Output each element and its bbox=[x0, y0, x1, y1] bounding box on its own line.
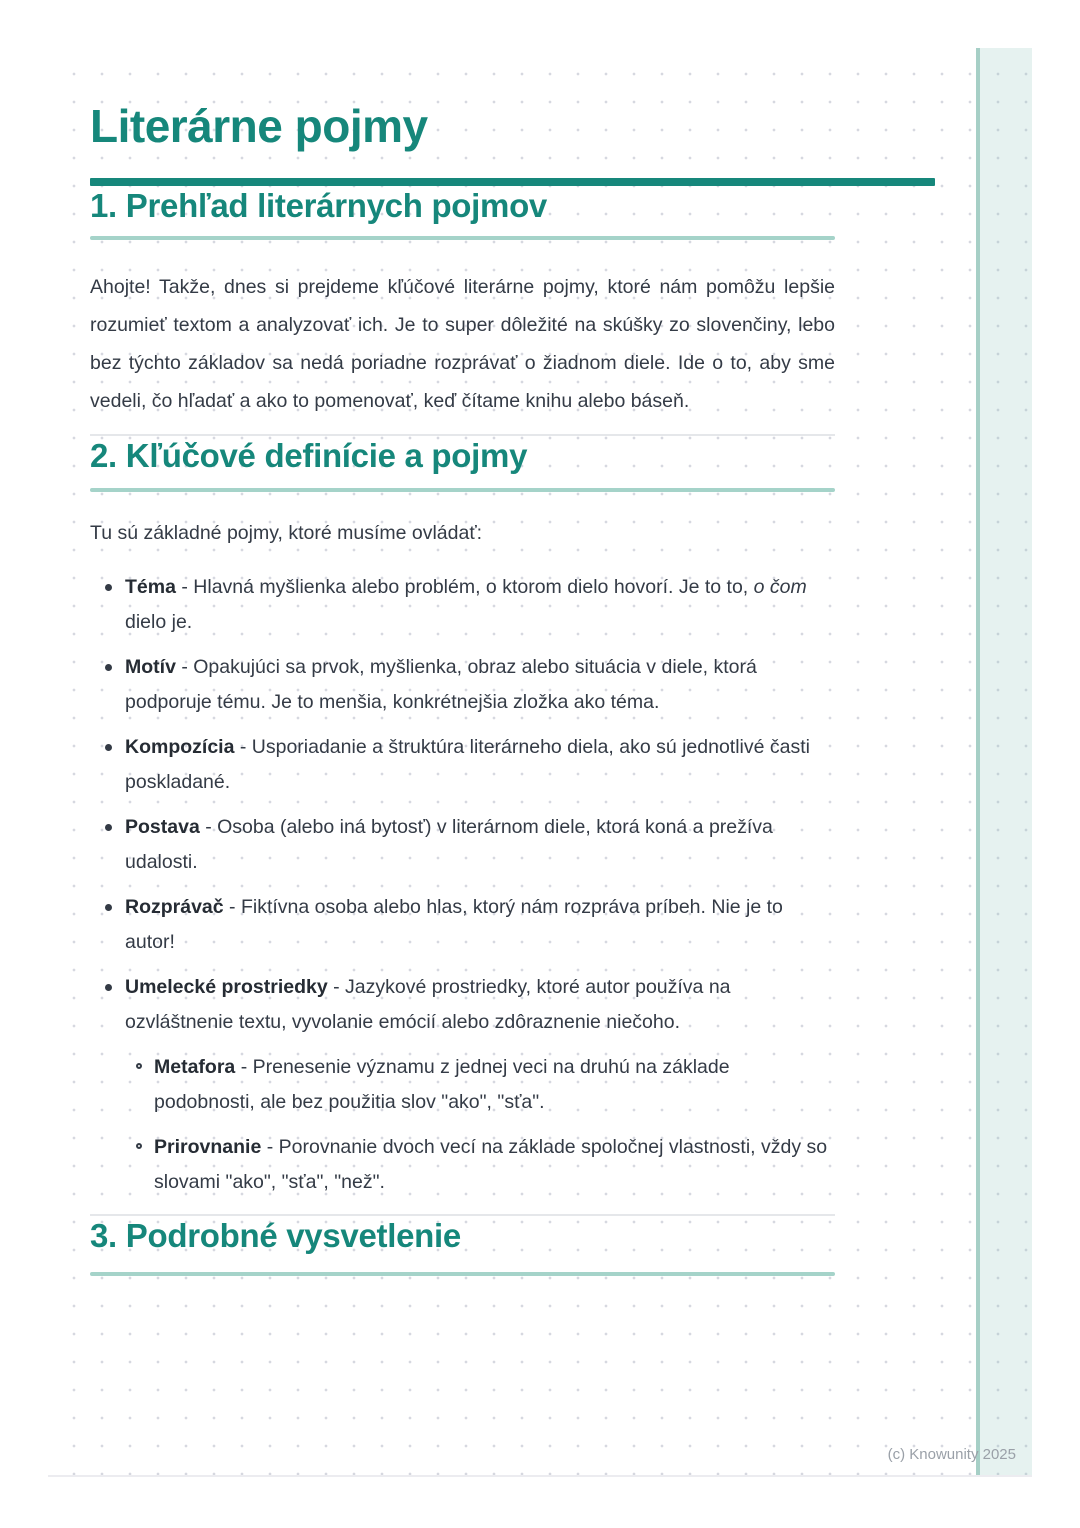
bullet-icon bbox=[105, 824, 112, 831]
list-item-text bbox=[125, 730, 835, 800]
sub-list-item-text bbox=[154, 1050, 835, 1120]
term-label: Postava bbox=[125, 816, 200, 838]
sub-term-list bbox=[90, 1050, 835, 1200]
list-intro: Tu sú základné pojmy, ktoré musíme ovládať: bbox=[90, 522, 483, 544]
bullet-icon bbox=[105, 664, 112, 671]
term-definition: - Prenesenie významu z jednej veci na druhú na základe podobnosti, ale bez použitia slov "ako", "sťa". bbox=[154, 1056, 730, 1113]
section-2-underline bbox=[90, 488, 835, 492]
term-label: Rozprávač bbox=[125, 896, 224, 918]
sub-list-item-text bbox=[154, 1130, 835, 1200]
section-1-paragraph: Ahojte! Takže, dnes si prejdeme kľúčové literárne pojmy, ktoré nám pomôžu lepšie rozumieť textom a analyzovať ich. Je to super dôležité na skúšky zo slovenčiny, lebo bez týchto základov sa nedá poriadne rozprávať o žiadnom diele. Ide o to, aby sme vedeli, čo hľadať a ako to pomenovať, keď čítame knihu alebo báseň. bbox=[90, 276, 835, 412]
section-3-underline bbox=[90, 1272, 835, 1276]
term-list bbox=[90, 570, 835, 1200]
list-item-text bbox=[125, 650, 835, 720]
section-1-underline bbox=[90, 236, 835, 240]
term-definition: - Jazykové prostriedky, ktoré autor používa na ozvláštnenie textu, vyvolanie emócií alebo zdôraznenie niečoho. bbox=[125, 976, 731, 1033]
term-label: Prirovnanie bbox=[154, 1136, 262, 1158]
term-definition: - Hlavná myšlienka alebo problém, o ktorom dielo hovorí. Je to to, bbox=[175, 576, 754, 598]
list-item bbox=[90, 970, 835, 1040]
term-label: Motív bbox=[125, 656, 176, 678]
list-item bbox=[90, 650, 835, 720]
page-content bbox=[90, 98, 835, 1276]
term-definition: - Usporiadanie a štruktúra literárneho diela, ako sú jednotlivé časti poskladané. bbox=[125, 736, 810, 793]
title-underline bbox=[90, 178, 935, 186]
term-definition: - Porovnanie dvoch vecí na základe spoločnej vlastnosti, vždy so slovami "ako", "sťa", "než". bbox=[154, 1136, 828, 1193]
list-item-text bbox=[125, 810, 835, 880]
section-2-heading: 2. Kľúčové definície a pojmy bbox=[90, 437, 528, 474]
section-1-heading: 1. Prehľad literárnych pojmov bbox=[90, 187, 547, 224]
page-title: Literárne pojmy bbox=[90, 100, 428, 152]
term-label: Téma bbox=[125, 576, 176, 598]
term-definition: - Fiktívna osoba alebo hlas, ktorý nám rozpráva príbeh. Nie je to autor! bbox=[125, 896, 783, 953]
bullet-icon bbox=[105, 904, 112, 911]
list-item bbox=[90, 570, 835, 640]
circle-bullet-icon bbox=[136, 1143, 142, 1149]
term-definition: - Opakujúci sa prvok, myšlienka, obraz alebo situácia v diele, ktorá podporuje tému. Je to menšia, konkrétnejšia zložka ako téma. bbox=[125, 656, 757, 713]
term-definition-end: dielo je. bbox=[125, 611, 193, 633]
bullet-icon bbox=[105, 984, 112, 991]
copyright-watermark: (c) Knowunity 2025 bbox=[887, 1446, 1016, 1463]
section-3-heading: 3. Podrobné vysvetlenie bbox=[90, 1217, 461, 1254]
term-definition: - Osoba (alebo iná bytosť) v literárnom diele, ktorá koná a prežíva udalosti. bbox=[125, 816, 773, 873]
list-item-text bbox=[125, 890, 835, 960]
bullet-icon bbox=[105, 584, 112, 591]
sub-list-item bbox=[90, 1050, 835, 1120]
term-label: Kompozícia bbox=[125, 736, 235, 758]
list-item bbox=[90, 810, 835, 880]
list-item-text bbox=[125, 570, 835, 640]
term-definition-italic: o čom bbox=[753, 576, 807, 598]
term-label: Metafora bbox=[154, 1056, 236, 1078]
notes-page bbox=[48, 48, 1032, 1477]
sub-list-item bbox=[90, 1130, 835, 1200]
bullet-icon bbox=[105, 744, 112, 751]
list-item bbox=[90, 730, 835, 800]
term-label: Umelecké prostriedky bbox=[125, 976, 328, 998]
list-item bbox=[90, 890, 835, 960]
circle-bullet-icon bbox=[136, 1063, 142, 1069]
right-accent-band bbox=[976, 48, 1032, 1475]
list-item-text bbox=[125, 970, 835, 1040]
